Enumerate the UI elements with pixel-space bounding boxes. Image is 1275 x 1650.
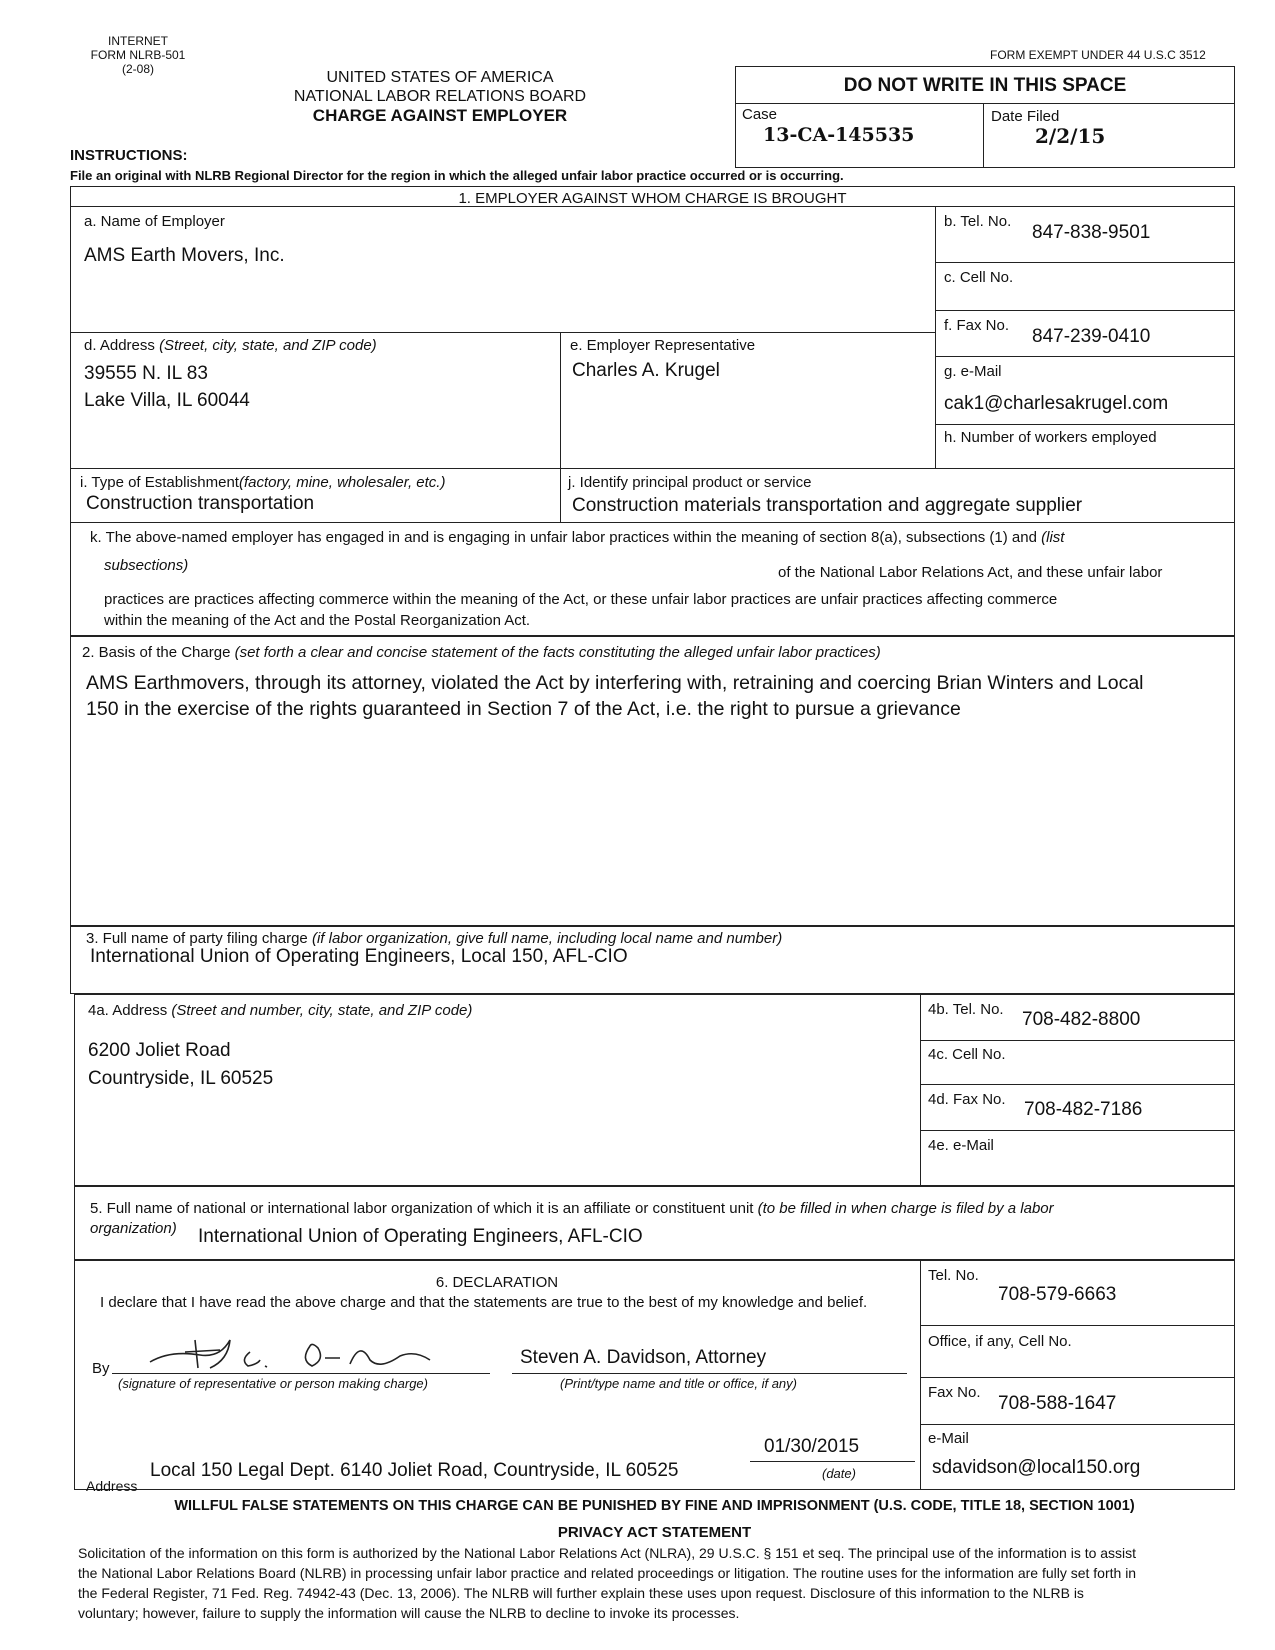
instructions-label: INSTRUCTIONS:	[70, 147, 188, 164]
section-k-subsections: subsections)	[104, 557, 189, 574]
section1-title: 1. EMPLOYER AGAINST WHOM CHARGE IS BROUGHT	[458, 190, 847, 207]
privacy-title: PRIVACY ACT STATEMENT	[557, 1524, 752, 1541]
section-affiliate	[74, 1186, 1235, 1260]
filing-email-label: 4e. e-Mail	[928, 1137, 994, 1154]
office-use-title: DO NOT WRITE IN THIS SPACE	[843, 75, 1127, 96]
employer-address-label: d. Address (Street, city, state, and ZIP code)	[84, 337, 377, 354]
basis-label: 2. Basis of the Charge (set forth a clear and concise statement of the facts constituting the alleged unfair labor practices)	[82, 644, 881, 661]
employer-rep-label: e. Employer Representative	[570, 337, 756, 354]
signature-icon	[140, 1320, 470, 1375]
establishment-label: i. Type of Establishment(factory, mine, wholesaler, etc.)	[80, 474, 446, 491]
warning-text: WILLFUL FALSE STATEMENTS ON THIS CHARGE CAN BE PUNISHED BY FINE AND IMPRISONMENT (U.S. CODE, TITLE 18, SECTION 1001)	[174, 1498, 1135, 1514]
name-caption: (Print/type name and title or office, if any)	[560, 1376, 797, 1391]
by-label: By	[92, 1360, 110, 1377]
employer-rep-value[interactable]: Charles A. Krugel	[572, 360, 720, 381]
workers-label: h. Number of workers employed	[944, 429, 1157, 446]
filing-address-value[interactable]: 6200 Joliet Road Countryside, IL 60525	[88, 1040, 274, 1089]
section-k-line3: practices are practices affecting commerce within the meaning of the Act, or these unfair labor practices are unfair practices affecting commerce	[104, 591, 1058, 608]
form-title: CHARGE AGAINST EMPLOYER	[312, 106, 568, 125]
agency-title: UNITED STATES OF AMERICA NATIONAL LABOR RELATIONS BOARD CHARGE AGAINST EMPLOYER	[270, 68, 610, 125]
privacy-statement: Solicitation of the information on this form is authorized by the National Labor Relations Act (NLRA), 29 U.S.C. § 151 et seq. The principal use of the information is to assist the National Labor Relations Board (NLRB) in processing unfair labor practice and related proceedings or litigation. The routine uses for the information are fully set forth in the Federal Register, 71 Fed. Reg. 74942-43 (Dec. 13, 2006). The NLRB will further explain these uses upon request. Disclosure of this information to the NLRB is voluntary; however, failure to supply the information will cause the NLRB to decline to invoke its processes.	[78, 1545, 1137, 1621]
employer-fax-label: f. Fax No.	[944, 317, 1010, 334]
signature-caption: (signature of representative or person making charge)	[118, 1376, 428, 1391]
employer-email-value[interactable]: cak1@charlesakrugel.com	[944, 393, 1169, 414]
affiliate-label: 5. Full name of national or international labor organization of which it is an affiliate or constituent unit (to be filled in when charge is filed by a labor	[90, 1200, 1054, 1217]
instructions-text: File an original with NLRB Regional Director for the region in which the alleged unfair labor practice occurred or is occurring.	[70, 168, 844, 183]
employer-address-value[interactable]: 39555 N. IL 83 Lake Villa, IL 60044	[84, 363, 250, 411]
form-id: INTERNET FORM NLRB-501 (2-08)	[90, 34, 186, 76]
declarant-fax-value[interactable]: 708-588-1647	[998, 1393, 1117, 1414]
declarant-email-value[interactable]: sdavidson@local150.org	[932, 1457, 1141, 1478]
filing-cell-label: 4c. Cell No.	[928, 1046, 1006, 1063]
filing-tel-value[interactable]: 708-482-8800	[1022, 1009, 1141, 1030]
establishment-value[interactable]: Construction transportation	[86, 493, 315, 514]
declarant-tel-label: Tel. No.	[928, 1267, 979, 1284]
declarant-address-label: Address	[86, 1478, 138, 1494]
employer-name-label: a. Name of Employer	[84, 213, 225, 230]
section-k-line2: of the National Labor Relations Act, and these unfair labor	[778, 564, 1163, 581]
product-label: j. Identify principal product or service	[568, 474, 812, 491]
product-value[interactable]: Construction materials transportation and aggregate supplier	[572, 495, 1083, 516]
affiliate-label-2: organization)	[90, 1220, 177, 1237]
filing-tel-label: 4b. Tel. No.	[928, 1001, 1004, 1018]
employer-cell-label: c. Cell No.	[944, 269, 1014, 286]
declaration-date[interactable]: 01/30/2015	[764, 1436, 860, 1457]
date-filed-label: Date Filed	[991, 108, 1060, 125]
employer-fax-value[interactable]: 847-239-0410	[1032, 326, 1151, 347]
declaration-title: 6. DECLARATION	[435, 1274, 559, 1291]
employer-tel-value[interactable]: 847-838-9501	[1032, 222, 1151, 243]
section-k-line4: within the meaning of the Act and the Postal Reorganization Act.	[104, 612, 531, 629]
declaration-statement: I declare that I have read the above charge and that the statements are true to the best of my knowledge and belief.	[100, 1294, 868, 1311]
employer-email-label: g. e-Mail	[944, 363, 1002, 380]
basis-text[interactable]: AMS Earthmovers, through its attorney, violated the Act by interfering with, retraining and coercing Brian Winters and Local 150 in the exercise of the rights guaranteed in Section 7 of the Act, i.e. the right to pursue a grievance	[86, 672, 1144, 720]
affiliate-value[interactable]: International Union of Operating Engineers, AFL-CIO	[198, 1226, 643, 1247]
declarant-office-label: Office, if any, Cell No.	[928, 1333, 1072, 1350]
case-label: Case	[742, 106, 778, 123]
filing-fax-label: 4d. Fax No.	[928, 1091, 1006, 1108]
employer-name-value[interactable]: AMS Earth Movers, Inc.	[84, 245, 285, 266]
employer-tel-label: b. Tel. No.	[944, 213, 1012, 230]
date-caption: (date)	[822, 1466, 856, 1481]
declarant-email-label: e-Mail	[928, 1430, 969, 1447]
case-number: 13-CA-145535	[763, 124, 915, 146]
date-filed-value: 2/2/15	[1035, 124, 1106, 148]
section-k-line1: k. The above-named employer has engaged in and is engaging in unfair labor practices within the meaning of section 8(a), subsections (1) and (list	[90, 529, 1065, 546]
declarant-name[interactable]: Steven A. Davidson, Attorney	[520, 1347, 767, 1368]
filing-fax-value[interactable]: 708-482-7186	[1024, 1099, 1143, 1120]
filing-party-value[interactable]: International Union of Operating Engineers, Local 150, AFL-CIO	[90, 946, 628, 967]
exempt-note: FORM EXEMPT UNDER 44 U.S.C 3512	[990, 48, 1206, 62]
filing-address-label: 4a. Address (Street and number, city, state, and ZIP code)	[88, 1002, 473, 1019]
declarant-tel-value[interactable]: 708-579-6663	[998, 1284, 1117, 1305]
filing-party-label: 3. Full name of party filing charge (if labor organization, give full name, including local name and number)	[86, 930, 783, 947]
declarant-fax-label: Fax No.	[928, 1384, 981, 1401]
declarant-address-value[interactable]: Local 150 Legal Dept. 6140 Joliet Road, Countryside, IL 60525	[150, 1460, 679, 1481]
